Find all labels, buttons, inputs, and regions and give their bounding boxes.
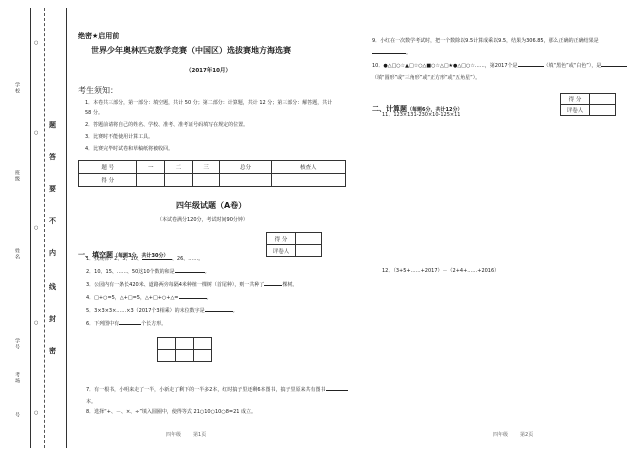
answer-blank-9[interactable] — [372, 53, 406, 54]
section1-heading: 一、填空题（每题3分，共计30分） — [78, 251, 169, 259]
ellipsis-mark: ○ — [34, 130, 39, 136]
score-header-total: 总分 — [220, 161, 271, 174]
ellipsis-mark: ○ — [34, 40, 39, 46]
answer-blank-7[interactable] — [326, 390, 348, 391]
label-exam-room: 考场 — [14, 372, 20, 384]
score-cell[interactable] — [271, 174, 345, 187]
answer-blank-5[interactable] — [205, 311, 233, 312]
notice-heading: 考生须知： — [78, 86, 118, 95]
score-header-3: 三 — [192, 161, 220, 174]
question-6: 6．下列图中有 个长方形。 — [86, 321, 167, 327]
score-box-score-label: 得 分 — [561, 94, 590, 105]
notice-item-3: 3．比赛时不能使用计算工具。 — [85, 134, 154, 140]
score-cell[interactable] — [165, 174, 193, 187]
ellipsis-mark: ○ — [34, 225, 39, 231]
exam-date: （2017年10月） — [186, 68, 231, 74]
seal-char-da: 答 — [49, 153, 56, 161]
exam-title: 世界少年奥林匹克数学竞赛（中国区）选拔赛地方海选赛 — [91, 46, 291, 55]
question-1: 1．找规律：2、5、10、 、26、……。 — [86, 256, 204, 262]
binding-line-dashed — [44, 8, 45, 448]
paper-subtitle: （本试卷满分120分，考试时间90分钟） — [157, 217, 248, 223]
seal-char-ti: 题 — [49, 121, 56, 129]
paper-title: 四年级试题（A卷） — [176, 201, 247, 210]
score-header-question: 题 号 — [79, 161, 137, 174]
answer-blank-2[interactable] — [175, 272, 205, 273]
section2-heading: 二、计算题（每题6分，共计12分） — [372, 105, 463, 113]
score-box-score-cell[interactable] — [590, 94, 616, 105]
seal-char-xian: 线 — [49, 283, 56, 291]
ellipsis-mark: ○ — [34, 320, 39, 326]
answer-blank-10a[interactable] — [518, 66, 544, 67]
rectangle-figure — [157, 337, 212, 362]
question-2: 2．10、15、……、50这10个数的和是 。 — [86, 269, 210, 275]
seal-char-yao: 要 — [49, 185, 56, 193]
score-box-grader-label: 评卷人 — [561, 105, 590, 116]
label-class: 班级 — [14, 170, 20, 182]
question-11: 11．123×131-230×10-125×11 — [382, 112, 461, 118]
question-10: 10．●△□○☆▲□☆○△■○☆△□★●△□○☆……，第2017个是 （填“黑色”或“白色”），是（填“圆形”或“三角形”或“正方形”或“五角星”）。 — [372, 60, 630, 84]
seal-char-mi: 密 — [49, 347, 56, 355]
notice-item-4: 4．比赛完毕时试卷和草稿纸将被收回。 — [85, 146, 174, 152]
label-name: 姓名 — [14, 248, 20, 260]
footer-right: 四年级 第2页 — [493, 432, 534, 438]
question-9: 9．小红在一次数学考试时，把一个数除以9.5计算成乘以9.5，结果为306.85，那么正确的正确结果是。 — [372, 38, 599, 56]
seal-char-nei: 内 — [49, 249, 56, 257]
confidential-label: 绝密★启用前 — [78, 32, 120, 40]
score-header-checker: 核查人 — [271, 161, 345, 174]
question-12: 12．（3+5+……+2017）－（2+4+……+2016） — [382, 268, 500, 274]
score-box-grader-cell[interactable] — [590, 105, 616, 116]
footer-left: 四年级 第1页 — [166, 432, 207, 438]
question-8: 8．选择“+、－、×、÷”填入圆圈中，使得等式 21○10○10○8=21 成立。 — [86, 409, 257, 415]
score-row-label: 得 分 — [79, 174, 137, 187]
ellipsis-mark: ○ — [34, 410, 39, 416]
notice-item-2: 2．答题前请将自己的姓名、学校、准考、准考证号码填写在规定的位置。 — [85, 122, 249, 128]
seal-char-feng: 封 — [49, 315, 56, 323]
seal-char-bu: 不 — [49, 217, 56, 225]
answer-blank-3[interactable] — [264, 285, 282, 286]
score-box-grader-cell[interactable] — [296, 245, 322, 257]
question-5: 5．3×3×3×……×3（2017个3相乘）的末位数字是 。 — [86, 308, 238, 314]
score-cell[interactable] — [137, 174, 165, 187]
answer-blank-10b[interactable] — [601, 66, 627, 67]
score-box-score-label: 得 分 — [267, 233, 296, 245]
label-school: 学校 — [14, 82, 20, 94]
score-box-score-cell[interactable] — [296, 233, 322, 245]
binding-line-inner — [66, 8, 67, 448]
answer-blank-6[interactable] — [119, 324, 141, 325]
score-box-grader-label: 评卷人 — [267, 245, 296, 257]
answer-blank-4[interactable] — [179, 298, 207, 299]
question-4: 4．□+○=5，△+□=5，△+□+○+△= 。 — [86, 295, 212, 301]
section2-score-box — [560, 93, 616, 116]
score-summary-table — [78, 160, 346, 187]
score-header-2: 二 — [165, 161, 193, 174]
answer-blank-1[interactable] — [142, 259, 172, 260]
label-student-id: 学号 — [14, 338, 20, 350]
score-cell[interactable] — [192, 174, 220, 187]
question-7: 7．有一根书，小明来走了一半，小新走了剩下的一半多2本，红时搞子里还剩6本图书，搞子里原来共有图书本。 — [86, 384, 348, 408]
binding-line-outer — [30, 8, 31, 448]
score-cell[interactable] — [220, 174, 271, 187]
question-3: 3．公园内有一条长420米、道路两旁每隔4米种植一棵树（首尾种），则一共种了 棵树。 — [86, 282, 298, 288]
score-header-1: 一 — [137, 161, 165, 174]
label-number: 号 — [14, 412, 20, 418]
section1-score-box — [266, 232, 322, 257]
notice-item-1: 1．本卷共三部分，第一部分：填空题，共计 50 分；第二部分：计算题，共计 12 分；第三部分：解答题，共计 58 分。 — [85, 100, 333, 116]
